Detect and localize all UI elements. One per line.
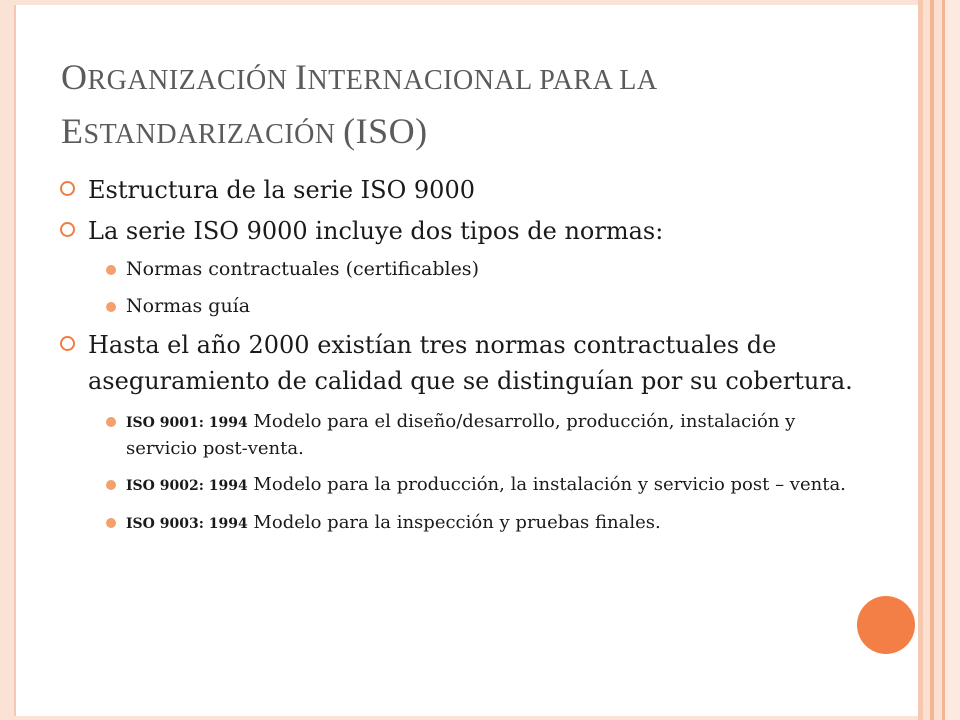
decorative-stripe	[945, 0, 960, 720]
sub-bullet-text: Normas guía	[126, 295, 251, 317]
sub-bullet-text: Normas contractuales (certificables)	[126, 258, 479, 280]
bullet-text: Hasta el año 2000 existían tres normas contractuales de aseguramiento de calidad que se distinguían por su cobertura.	[88, 331, 853, 395]
title-line-1: ORGANIZACIÓN INTERNACIONAL PARA LA	[61, 57, 658, 97]
ring-bullet-icon	[60, 336, 75, 351]
standard-code: ISO 9001: 1994	[126, 415, 248, 431]
slide-body	[60, 172, 860, 548]
frame-top-border	[0, 0, 960, 5]
title-line-2: ESTANDARIZACIÓN (ISO)	[61, 111, 428, 151]
standard-code: ISO 9002: 1994	[126, 478, 248, 494]
bullet-item	[60, 172, 860, 208]
standard-description: Modelo para la inspección y pruebas finales.	[247, 512, 661, 533]
dot-bullet-icon	[106, 480, 116, 490]
bullet-text: Estructura de la serie ISO 9000	[88, 176, 475, 204]
frame-bottom-border	[0, 716, 960, 720]
sub-bullet-item	[60, 472, 860, 499]
ring-bullet-icon	[60, 222, 75, 237]
dot-bullet-icon	[106, 417, 116, 427]
dot-bullet-icon	[106, 518, 116, 528]
standard-description: Modelo para el diseño/desarrollo, producción, instalación y servicio post-venta.	[126, 411, 796, 459]
dot-bullet-icon	[106, 302, 116, 312]
slide-title	[61, 52, 841, 160]
bullet-item	[60, 213, 860, 249]
sub-bullet-item	[60, 257, 860, 282]
ring-bullet-icon	[60, 181, 75, 196]
standard-code: ISO 9003: 1994	[126, 516, 248, 532]
decorative-circle-icon	[857, 596, 915, 654]
decorative-stripe	[923, 0, 930, 720]
sub-bullet-item	[60, 409, 860, 461]
decorative-stripe	[934, 0, 942, 720]
dot-bullet-icon	[106, 265, 116, 275]
frame-left-inner-line	[14, 5, 16, 716]
sub-bullet-item	[60, 510, 860, 537]
bullet-item	[60, 327, 860, 399]
sub-bullet-item	[60, 294, 860, 319]
bullet-text: La serie ISO 9000 incluye dos tipos de normas:	[88, 217, 664, 245]
standard-description: Modelo para la producción, la instalación y servicio post – venta.	[247, 474, 846, 495]
frame-left-border	[0, 0, 14, 720]
